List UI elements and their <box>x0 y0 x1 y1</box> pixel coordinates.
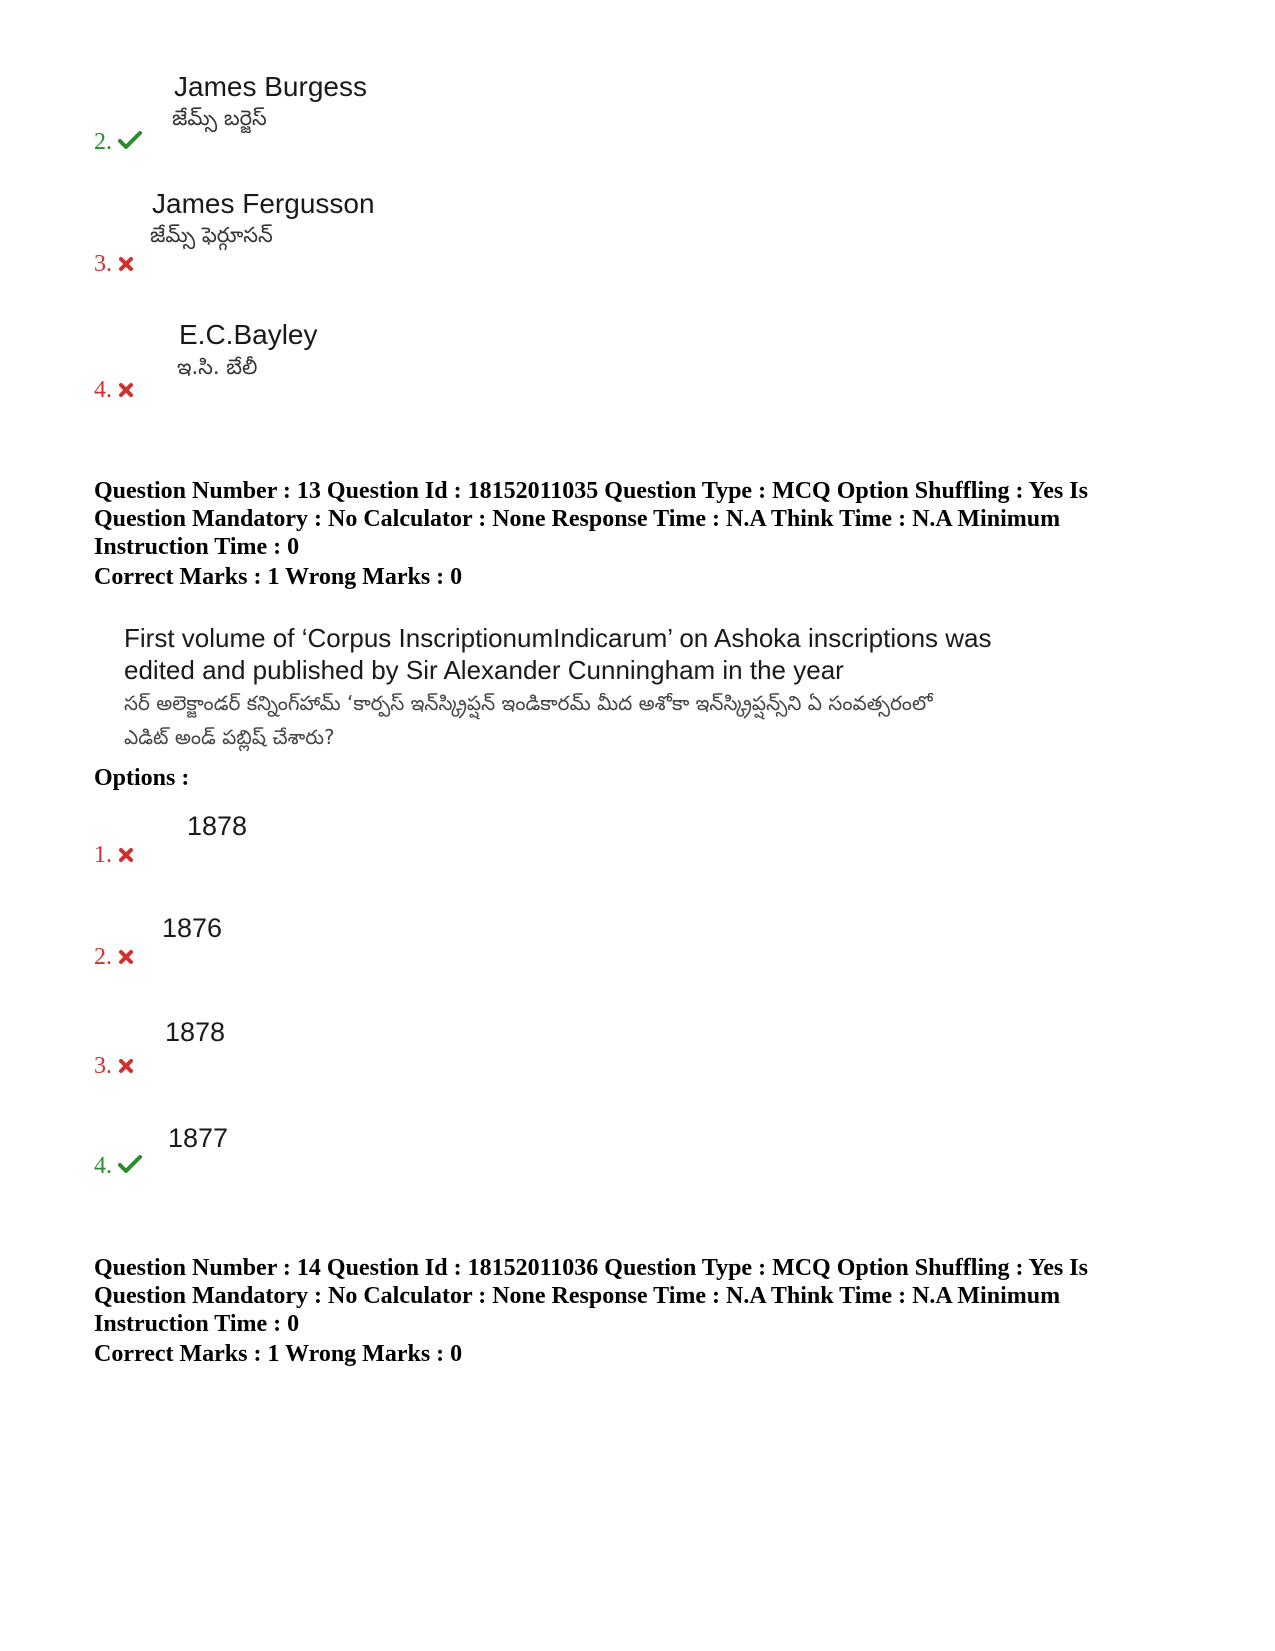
option-number-label: 2. <box>94 944 112 970</box>
option-value: 1877 <box>168 1123 229 1153</box>
question-14-meta <box>94 1254 1194 1338</box>
option-number <box>94 1152 142 1181</box>
meta-line: Question Number : 13 Question Id : 18152011035 Question Type : MCQ Option Shuffling : Yes Is <box>94 478 1088 504</box>
option-text-te: ఇ.సి. బేలీ <box>177 355 258 379</box>
meta-line: Question Mandatory : No Calculator : None Response Time : N.A Think Time : N.A Minimum <box>94 1283 1061 1309</box>
question-text-te: ఎడిట్ అండ్ పబ్లిష్ చేశారు? <box>124 725 335 749</box>
cross-icon <box>118 944 134 972</box>
question-14-marks: Correct Marks : 1 Wrong Marks : 0 <box>94 1341 463 1367</box>
meta-line: Instruction Time : 0 <box>94 1311 300 1337</box>
option-text-en: James Fergusson <box>152 188 375 219</box>
option-number-label: 1. <box>94 842 112 868</box>
option-number <box>94 943 134 972</box>
option-number <box>94 250 134 279</box>
options-label: Options : <box>94 765 190 791</box>
question-text-en: First volume of ‘Corpus InscriptionumIndicarum’ on Ashoka inscriptions was <box>124 623 992 653</box>
option-text-te: జేమ్స్ బర్జెస్ <box>172 106 267 130</box>
cross-icon <box>118 251 134 279</box>
question-13-text <box>124 622 992 754</box>
option-number-label: 2. <box>94 129 112 155</box>
check-icon <box>118 129 142 157</box>
option-value: 1878 <box>187 811 248 841</box>
option-number <box>94 128 142 157</box>
question-13-meta <box>94 477 1194 561</box>
option-number <box>94 1052 134 1081</box>
option-text-te: జేమ్స్ ఫెర్గూసన్ <box>150 223 273 247</box>
option-number-label: 4. <box>94 377 112 403</box>
option-text-en: James Burgess <box>174 71 367 102</box>
meta-line: Question Mandatory : No Calculator : None Response Time : N.A Think Time : N.A Minimum <box>94 506 1061 532</box>
option-text-en: E.C.Bayley <box>179 319 318 350</box>
check-icon <box>118 1153 142 1181</box>
question-text-te: సర్ అలెక్జాండర్ కన్నింగ్‌హామ్ ‘కార్పస్ ఇన్‌స్క్రిప్షన్ ఇండికారమ్ మీద అశోకా ఇన్‌స్క్రిప్షన్స్‌ని ఏ సంవత్సరంలో <box>124 691 933 715</box>
meta-line: Question Number : 14 Question Id : 18152011036 Question Type : MCQ Option Shuffling : Yes Is <box>94 1255 1088 1281</box>
cross-icon <box>118 1053 134 1081</box>
option-number-label: 3. <box>94 251 112 277</box>
option-number <box>94 841 134 870</box>
cross-icon <box>118 377 134 405</box>
option-number-label: 3. <box>94 1053 112 1079</box>
option-number-label: 4. <box>94 1153 112 1179</box>
meta-line: Instruction Time : 0 <box>94 534 300 560</box>
option-value: 1876 <box>162 913 223 943</box>
option-number <box>94 376 134 405</box>
cross-icon <box>118 842 134 870</box>
option-value: 1878 <box>165 1017 226 1047</box>
question-13-marks: Correct Marks : 1 Wrong Marks : 0 <box>94 564 463 590</box>
question-text-en: edited and published by Sir Alexander Cunningham in the year <box>124 655 844 685</box>
